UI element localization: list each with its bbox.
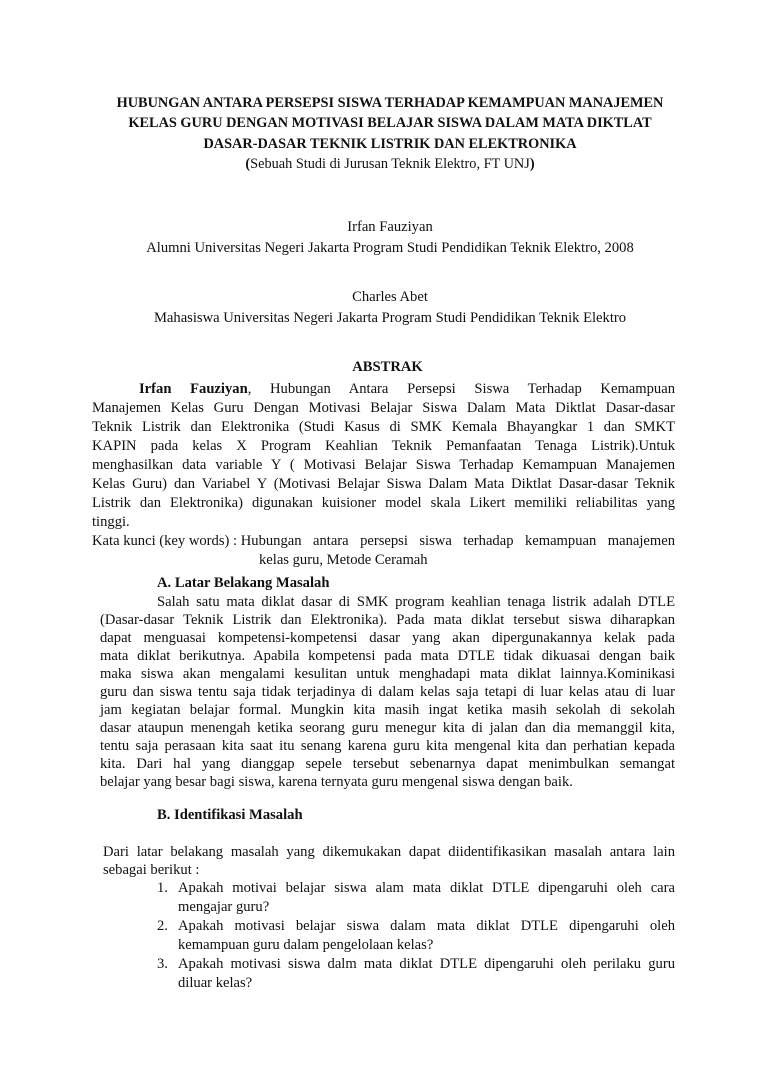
title-line: KELAS GURU DENGAN MOTIVASI BELAJAR SISWA DALAM MATA DIKTLAT xyxy=(128,115,652,132)
keywords-text-cont: kelas guru, Metode Ceramah xyxy=(259,552,428,568)
paragraph-line: mata diklat berikutnya. Apabila kompetensi pada mata DTLE tidak dikuasai dengan baik xyxy=(100,648,675,664)
list-item xyxy=(157,879,675,917)
abstract-body xyxy=(92,399,675,532)
abstract-line: tinggi. xyxy=(92,514,130,530)
paragraph-line: tentu saja perasaan kita saat itu senang karena guru kita mengenal kita dan perhatian kepada xyxy=(100,738,675,754)
list-number: 2. xyxy=(157,918,168,934)
list-item xyxy=(157,955,675,993)
subtitle xyxy=(80,154,700,174)
title-line: HUBUNGAN ANTARA PERSEPSI SISWA TERHADAP KEMAMPUAN MANAJEMEN xyxy=(116,95,664,111)
list-line: kemampuan guru dalam pengelolaan kelas? xyxy=(178,937,434,953)
author-name: Irfan Fauziyan xyxy=(347,219,433,235)
list-text xyxy=(178,879,675,917)
paragraph-line: maka siswa akan mengalami kesulitan untuk menghadapi mata diklat lainnya.Kominikasi xyxy=(100,666,675,682)
abstract-line: Kelas Guru) dan Variabel Y (Motivasi Belajar Siswa Dalam Mata Diktlat Dasar-dasar Teknik xyxy=(92,476,675,492)
abstract-line: KAPIN pada kelas X Program Keahlian Teknik Pemanfaatan Tenaga Listrik).Untuk xyxy=(92,438,675,454)
paper-title xyxy=(80,93,700,174)
section-a-heading: A. Latar Belakang Masalah xyxy=(157,575,330,591)
author-name: Charles Abet xyxy=(352,289,428,305)
paragraph-line: (Dasar-dasar Teknik Listrik dan Elektronika). Pada mata diklat tersebut siswa diharapkan xyxy=(100,612,675,628)
list-line: mengajar guru? xyxy=(178,899,270,915)
abstract-heading: ABSTRAK xyxy=(352,359,423,375)
paragraph-line: belajar yang besar bagi siswa, karena ternyata guru mengenal siswa dengan baik. xyxy=(100,774,573,790)
paragraph-line: sebagai berikut : xyxy=(103,862,200,878)
paragraph-line: Salah satu mata diklat dasar di SMK program keahlian tenaga listrik adalah DTLE xyxy=(157,594,675,610)
author-affiliation: Mahasiswa Universitas Negeri Jakarta Program Studi Pendidikan Teknik Elektro xyxy=(153,310,627,326)
section-b xyxy=(100,806,675,993)
list-line: diluar kelas? xyxy=(178,975,253,991)
keywords-label: Kata kunci (key words) : xyxy=(92,533,241,549)
paragraph-line: guru dan siswa tentu saja tidak terjadinya di dalam kelas saja tetapi di luar kelas atau di luar xyxy=(100,684,675,700)
abstract-line: Manajemen Kelas Guru Dengan Motivasi Belajar Siswa Dalam Mata Diktlat Dasar-dasar xyxy=(92,400,675,416)
paren: ) xyxy=(529,155,535,172)
list-line: Apakah motivai belajar siswa alam mata diklat DTLE dipengaruhi oleh cara xyxy=(178,880,675,896)
list-number: 1. xyxy=(157,880,168,896)
author-1 xyxy=(80,218,700,258)
list-line: Apakah motivasi siswa dalm mata diklat DTLE dipengaruhi oleh perilaku guru xyxy=(178,956,675,972)
list-item xyxy=(157,917,675,955)
list-text xyxy=(178,917,675,955)
abstract-line: menghasilkan data variable Y ( Motivasi Belajar Siswa Terhadap Kemampuan Manajemen xyxy=(92,457,675,473)
abstract-line: Listrik dan Elektronika) digunakan kuisioner model skala Likert memiliki reliabilitas yang xyxy=(92,495,675,511)
keywords xyxy=(92,532,675,551)
section-a xyxy=(100,574,675,791)
abstract-author: Irfan Fauziyan xyxy=(139,381,248,397)
paragraph-line: Dari latar belakang masalah yang dikemukakan dapat diidentifikasikan masalah antara lain xyxy=(103,844,675,860)
author-affiliation: Alumni Universitas Negeri Jakarta Program Studi Pendidikan Teknik Elektro, 2008 xyxy=(146,240,634,256)
section-a-body xyxy=(100,593,675,791)
paragraph-line: dapat menguasai kompetensi-kompetensi dasar yang akan dipergunakannya kelak pada xyxy=(100,630,675,646)
list-line: Apakah motivasi belajar siswa dalam mata diklat DTLE dipengaruhi oleh xyxy=(178,918,675,934)
paragraph-line: kita. Dari hal yang dianggap sepele tersebut sebenarnya dapat menimbulkan semangat xyxy=(100,756,675,772)
list-text xyxy=(178,955,675,993)
subtitle-text: Sebuah Studi di Jurusan Teknik Elektro, FT UNJ xyxy=(250,155,530,172)
section-b-heading: B. Identifikasi Masalah xyxy=(157,807,303,823)
list-number: 3. xyxy=(157,956,168,972)
paragraph-line: dasar ataupun menengah ketika seorang guru menegur kita di jalan dan dia memanggil kita, xyxy=(100,720,675,736)
problem-list xyxy=(157,879,675,993)
author-2 xyxy=(80,288,700,328)
abstract-text: , Hubungan Antara Persepsi Siswa Terhadap Kemampuan xyxy=(247,381,675,397)
abstract-first-line xyxy=(92,380,675,399)
keywords-text: Hubungan antara persepsi siswa terhadap kemampuan manajemen xyxy=(240,533,675,549)
paren: ( xyxy=(245,155,251,172)
title-line: DASAR-DASAR TEKNIK LISTRIK DAN ELEKTRONIKA xyxy=(203,135,577,152)
paragraph-line: jam kegiatan belajar formal. Mungkin kita masih ingat ketika masih sekolah di sekolah xyxy=(100,702,675,718)
abstract xyxy=(92,358,675,570)
abstract-line: Teknik Listrik dan Elektronika (Studi Kasus di SMK Kemala Bhayangkar 1 dan SMKT xyxy=(92,419,675,435)
section-b-intro xyxy=(100,843,675,879)
